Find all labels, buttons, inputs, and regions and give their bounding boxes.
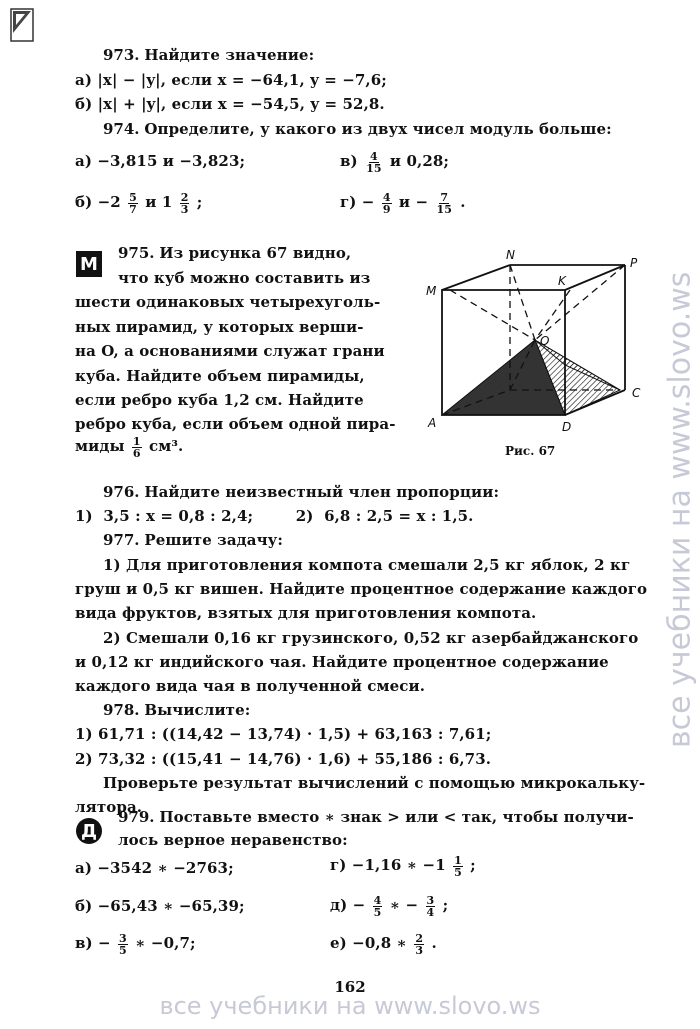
problem-number: 975. [118, 244, 155, 262]
problem-number: 973. [103, 46, 140, 64]
problem-number: 976. [103, 483, 140, 501]
fraction: $\frac{4}{5}$ [373, 893, 382, 919]
problem-975-line-3: шести одинаковых четырехуголь- [75, 293, 381, 311]
problem-title: Найдите неизвестный член пропорции: [144, 483, 500, 501]
problem-number: 977. [103, 531, 140, 549]
label-d: D [562, 420, 572, 434]
problem-975-line-7: если ребро куба 1,2 см. Найдите [75, 391, 364, 409]
problem-975-line-9: миды $\frac{1}{6}$ см³. [75, 434, 184, 460]
level-badge-m: М [76, 251, 102, 277]
problem-975-line-5: на O, а основаниями служат грани [75, 342, 385, 360]
fraction: $\frac{3}{4}$ [426, 893, 435, 919]
problem-976-heading [103, 482, 499, 502]
problem-number: 978. [103, 701, 140, 719]
bottom-watermark: все учебники на www.slovo.ws [159, 992, 541, 1020]
problem-973-heading [103, 45, 314, 65]
problem-974-heading [103, 119, 612, 139]
problem-978-check-line-1: Проверьте результат вычислений с помощью микрокальку- [103, 774, 646, 792]
figure-caption: Рис. 67 [505, 444, 556, 458]
label-p: P [630, 256, 638, 270]
problem-number: 979. [118, 808, 155, 826]
problem-975-line-2: что куб можно составить из [118, 269, 371, 287]
page-number: 162 [334, 978, 366, 996]
problem-974-a: а) −3,815 и −3,823; [75, 152, 246, 170]
problem-979-a: а) −3542 ∗ −2763; [75, 859, 234, 877]
problem-974-g: г) − $\frac{4}{9}$ и − $\frac{7}{15}$ . [340, 190, 466, 216]
label-a: A [428, 416, 437, 430]
problem-978-expr-2: 2) 73,32 : ((15,41 − 14,76) · 1,6) + 55,186 : 6,73. [75, 750, 492, 768]
problem-976-items: 1) 3,5 : x = 0,8 : 2,4; 2) 6,8 : 2,5 = x : 1,5. [75, 507, 474, 525]
vertical-watermark: все учебники на www.slovo.ws [662, 271, 698, 749]
problem-title: Вычислите: [144, 701, 251, 719]
problem-977-task-1-line-1: 1) Для приготовления компота смешали 2,5 кг яблок, 2 кг [103, 556, 631, 574]
label-n: N [506, 248, 515, 262]
fraction: $\frac{7}{15}$ [436, 190, 452, 216]
corner-ornament-icon [10, 8, 34, 42]
label-m: M [426, 284, 437, 298]
problem-979-d: д) − $\frac{4}{5}$ ∗ − $\frac{3}{4}$ ; [330, 893, 449, 919]
problem-978-heading [103, 700, 250, 720]
problem-973-b: б) |x| + |y|, если x = −54,5, y = 52,8. [75, 95, 385, 113]
problem-977-task-2-line-3: каждого вида чая в полученной смеси. [75, 677, 426, 695]
problem-number: 974. [103, 120, 140, 138]
fraction: $\frac{3}{5}$ [119, 931, 127, 957]
fraction: $\frac{5}{7}$ [129, 190, 137, 216]
problem-975-line-8: ребро куба, если объем одной пира- [75, 415, 396, 433]
fraction: $\frac{2}{3}$ [415, 931, 424, 957]
problem-979-v: в) − $\frac{3}{5}$ ∗ −0,7; [75, 931, 196, 957]
problem-975-line-1: 975. Из рисунка 67 видно, [118, 244, 352, 262]
fraction: $\frac{4}{15}$ [366, 149, 382, 175]
problem-977-task-2-line-1: 2) Смешали 0,16 кг грузинского, 0,52 кг азербайджанского [103, 629, 639, 647]
problem-974-v: в) $\frac{4}{15}$ и 0,28; [340, 149, 450, 175]
label-k: K [558, 274, 566, 288]
problem-979-e: е) −0,8 ∗ $\frac{2}{3}$ . [330, 931, 437, 957]
label-c: C [632, 386, 641, 400]
problem-978-expr-1: 1) 61,71 : ((14,42 − 13,74) · 1,5) + 63,163 : 7,61; [75, 725, 492, 743]
problem-979-heading-line-1: 979. Поставьте вместо ∗ знак > или < так, чтобы получи- [118, 808, 634, 826]
level-badge-d: Д [76, 818, 102, 844]
problem-title: Определите, у какого из двух чисел модуль больше: [144, 120, 612, 138]
problem-977-task-1-line-2: груш и 0,5 кг вишен. Найдите процентное содержание каждого [75, 580, 648, 598]
problem-975-line-4: ных пирамид, у которых верши- [75, 318, 364, 336]
problem-979-g: г) −1,16 ∗ −1 $\frac{1}{5}$ ; [330, 853, 476, 879]
fraction: $\frac{1}{5}$ [454, 853, 462, 879]
problem-977-heading [103, 530, 283, 550]
problem-977-task-2-line-2: и 0,12 кг индийского чая. Найдите процентное содержание [75, 653, 609, 671]
problem-977-task-1-line-3: вида фруктов, взятых для приготовления компота. [75, 604, 537, 622]
fraction: $\frac{1}{6}$ [132, 434, 141, 460]
label-o: O [540, 334, 550, 348]
problem-974-b: б) −2 $\frac{5}{7}$ и 1 $\frac{2}{3}$ ; [75, 190, 203, 216]
fraction: $\frac{2}{3}$ [180, 190, 189, 216]
problem-title: Найдите значение: [144, 46, 315, 64]
problem-973-a: а) |x| − |y|, если x = −64,1, y = −7,6; [75, 71, 387, 89]
cube-figure [420, 245, 660, 440]
problem-979-b: б) −65,43 ∗ −65,39; [75, 897, 245, 915]
problem-title: Решите задачу: [144, 531, 283, 549]
fraction: $\frac{4}{9}$ [382, 190, 391, 216]
problem-979-heading-line-2: лось верное неравенство: [118, 831, 348, 849]
problem-975-line-6: куба. Найдите объем пирамиды, [75, 367, 365, 385]
problem-978-check-line-2: лятора. [75, 798, 143, 816]
